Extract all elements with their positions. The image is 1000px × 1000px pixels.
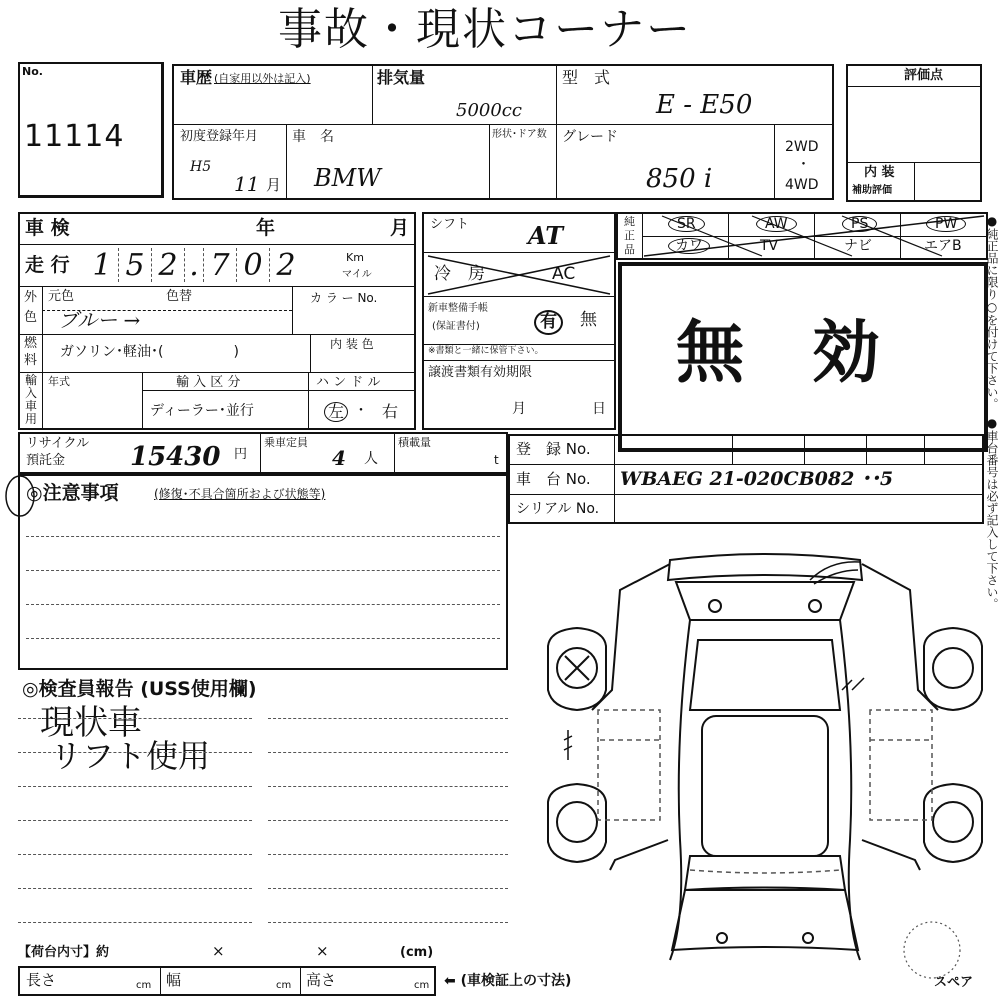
import-class-options: ディーラー･並行 <box>150 403 254 419</box>
mileage-label: 走 行 <box>25 254 70 276</box>
transfer-label: 譲渡書類有効期限 <box>428 365 533 380</box>
mileage-digit: 0 <box>237 248 270 282</box>
drive-4wd: 4WD <box>785 177 819 193</box>
ext-color-label-2: 色 <box>24 310 38 325</box>
fuel-label-1: 燃 <box>24 336 38 351</box>
shaken-year-unit: 年 <box>256 217 276 239</box>
option-navi: ナビ <box>844 238 872 254</box>
lot-number-box <box>18 62 164 198</box>
side-note: ●純正品に限り○を付けて下さい。 ●車台番号は必ず記入して下さい。 <box>985 214 999 610</box>
mileage-digit: 2 <box>276 248 296 283</box>
rating-score-label: 評価点 <box>904 68 944 83</box>
shaken-month-unit: 月 <box>390 217 410 239</box>
equipment-table <box>422 212 616 430</box>
report-line-1: 現状車 <box>40 703 142 743</box>
notes-box <box>18 474 508 670</box>
history-label: 車歴 <box>180 68 213 87</box>
manual-no: 無 <box>580 310 597 330</box>
cargo-dims <box>18 966 436 996</box>
car-name-value: BMW <box>314 164 381 192</box>
cargo-title: 【荷台内寸】約 <box>18 945 110 960</box>
model-year-label: 年式 <box>48 375 70 388</box>
drive-dot: ･ <box>800 157 807 173</box>
model-label: 型 式 <box>562 68 611 87</box>
mileage-digit: 1 <box>86 248 119 282</box>
handle-label: ハ ン ド ル <box>316 375 381 390</box>
car-diagram <box>540 540 990 980</box>
aircon-crossout <box>424 252 614 296</box>
drive-2wd: 2WD <box>785 139 819 155</box>
shift-value: AT <box>528 221 564 250</box>
interior-color-label: 内 装 色 <box>330 337 374 351</box>
cargo-unit: (cm) <box>400 945 434 960</box>
color-no-label: カ ラ ー No. <box>310 291 378 305</box>
inspection-table <box>18 212 416 430</box>
invalid-text: 無 効 <box>676 314 881 393</box>
handle-left: 左 <box>324 402 348 422</box>
serial-no-label: シリアル No. <box>516 501 600 517</box>
report-lines <box>18 703 508 946</box>
lot-no-label: No. <box>22 65 43 78</box>
registration-table <box>508 434 984 524</box>
mileage-digit: 2 <box>152 248 185 282</box>
aircon-label: 冷 房 <box>434 264 485 284</box>
chassis-no-label: 車 台 No. <box>516 470 591 488</box>
grade-label: グレード <box>562 129 618 145</box>
option-pw: PW <box>926 216 966 232</box>
handle-sep: ・ <box>354 403 368 419</box>
handle-right: 右 <box>382 402 399 421</box>
first-reg-era: H5 <box>190 159 212 175</box>
first-reg-month-unit: 月 <box>266 176 282 194</box>
first-reg-month: 11 <box>234 172 260 196</box>
car-name-label: 車 名 <box>292 129 334 145</box>
rating-interior-sub: 補助評価 <box>852 185 892 196</box>
genuine-options-crossout <box>642 214 986 258</box>
recycle-row <box>18 432 508 474</box>
load-label: 積載量 <box>398 436 431 449</box>
recycle-yen: 円 <box>234 447 248 462</box>
shaken-label: 車 検 <box>25 217 70 239</box>
km-label: Km <box>346 251 364 264</box>
displacement-label: 排気量 <box>377 68 426 87</box>
genuine-label: 純正品 <box>624 215 635 256</box>
shaken-dims-note: ⬅ (車検証上の寸法) <box>444 973 572 989</box>
page-title: 事故・現状コーナー <box>278 4 692 55</box>
model-value: E - E50 <box>656 90 753 120</box>
grade-value: 850 i <box>646 164 713 194</box>
recycle-label-1: リサイクル <box>26 436 90 451</box>
width-label: 幅 <box>166 971 182 989</box>
fuel-label-2: 料 <box>24 353 38 368</box>
option-sr: SR <box>668 216 705 232</box>
first-reg-label: 初度登録年月 <box>180 129 259 144</box>
capacity-unit: 人 <box>364 451 378 467</box>
option-ps: PS <box>842 216 877 232</box>
option-aw: AW <box>756 216 797 232</box>
ac-label: AC <box>552 264 576 284</box>
height-cm: cm <box>414 980 430 991</box>
length-cm: cm <box>136 980 152 991</box>
manual-yes: 有 <box>534 310 563 335</box>
option-leather: カワ <box>668 238 710 254</box>
cargo-times-2: × <box>316 942 329 960</box>
genuine-options-table <box>616 212 988 260</box>
keep-note: ※書類と一緒に保管下さい。 <box>428 346 544 356</box>
chassis-no-value: WBAEG 21-020CB082 ･･5 <box>620 468 894 490</box>
report-line-2: リフト使用 <box>50 737 211 775</box>
notes-title: ◎注意事項 <box>26 482 119 504</box>
rating-interior-label: 内 装 <box>864 165 895 180</box>
color-change-label: 色替 <box>166 289 193 304</box>
notes-subtitle: (修復･不具合箇所および状態等) <box>154 487 326 501</box>
capacity-label: 乗車定員 <box>264 436 308 449</box>
recycle-label-2: 預託金 <box>26 453 66 468</box>
notes-handwritten-circle <box>2 472 42 522</box>
lot-number: 11114 <box>24 119 125 154</box>
recycle-value: 15430 <box>130 442 221 472</box>
fuel-options: ガソリン･軽油･( ) <box>60 344 239 360</box>
spare-label: スペア <box>934 975 974 990</box>
manual-label-2: (保証書付) <box>432 321 480 332</box>
length-label: 長さ <box>26 971 57 989</box>
shift-label: シフト <box>430 217 470 232</box>
report-title: ◎検査員報告 (USS使用欄) <box>22 678 257 700</box>
option-airbag: エアB <box>924 238 962 254</box>
import-label: 輸入車用 <box>25 373 38 426</box>
color-value: ブルー → <box>58 308 141 332</box>
capacity-value: 4 <box>332 446 346 470</box>
shape-door-label: 形状･ドア数 <box>492 129 547 140</box>
header-table <box>172 64 834 200</box>
ext-color-label-1: 外 <box>24 290 38 305</box>
mileage-digit: . <box>189 248 199 283</box>
invalid-box <box>618 262 988 452</box>
cargo-times-1: × <box>212 942 225 960</box>
mile-label: マイル <box>342 269 372 280</box>
manual-label-1: 新車整備手帳 <box>428 303 488 314</box>
height-label: 高さ <box>306 971 337 989</box>
option-tv: TV <box>760 238 779 254</box>
rating-box <box>846 64 982 202</box>
mileage-digit: 5 <box>119 248 152 282</box>
orig-color-label: 元色 <box>48 289 75 304</box>
mileage-digits <box>86 248 316 284</box>
import-class-label: 輸 入 区 分 <box>176 375 241 390</box>
transfer-day: 日 <box>592 401 606 417</box>
history-note: (自家用以外は記入) <box>214 72 311 85</box>
load-unit: t <box>494 453 499 467</box>
displacement-value: 5000cc <box>456 100 522 121</box>
transfer-month: 月 <box>512 401 526 417</box>
mileage-digit: 7 <box>203 248 237 282</box>
width-cm: cm <box>276 980 292 991</box>
reg-no-label: 登 録 No. <box>516 440 591 458</box>
